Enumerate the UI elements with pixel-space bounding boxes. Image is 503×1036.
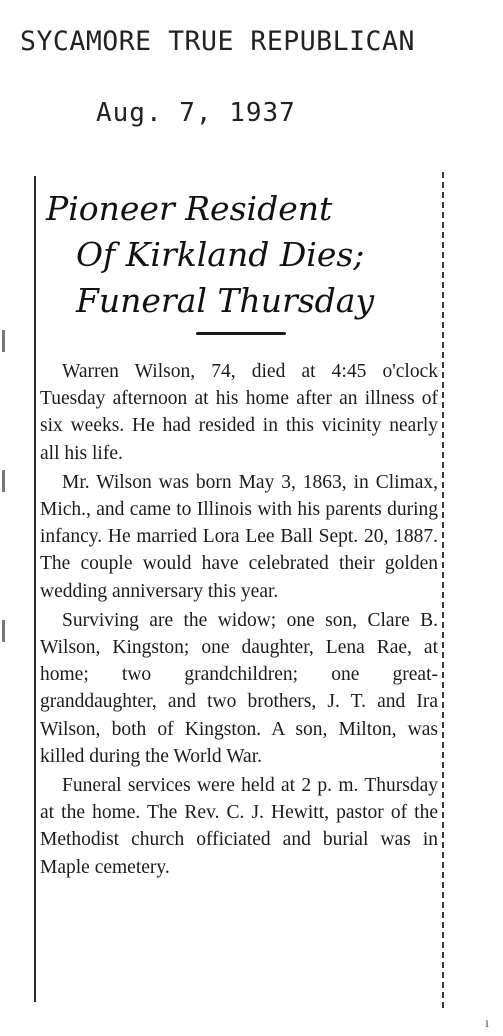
scan-edge-mark [2, 470, 5, 492]
scan-edge-mark [2, 330, 5, 352]
article-headline [34, 186, 444, 324]
headline-line: Of Kirkland Dies; [76, 235, 365, 274]
article-paragraph: Warren Wilson, 74, died at 4:45 o'clock Tuesday afternoon at his home after an illness of six weeks. He had resided in this vicinity nearly all his life. [40, 361, 438, 464]
article-body [40, 358, 438, 883]
scan-corner-mark: ı [485, 1016, 489, 1031]
article-paragraph: Mr. Wilson was born May 3, 1863, in Climax, Mich., and came to Illinois with his parents during infancy. He married Lora Lee Ball Sept. 20, 1887. The couple would have celebrated their golden wedding anniversary this year. [40, 471, 438, 602]
newspaper-name: SYCAMORE TRUE REPUBLICAN [20, 26, 415, 57]
scan-edge-mark [2, 620, 5, 642]
publication-date: Aug. 7, 1937 [96, 98, 296, 128]
headline-line: Funeral Thursday [76, 281, 375, 320]
headline-divider [196, 332, 286, 335]
article-paragraph: Funeral services were held at 2 p. m. Thursday at the home. The Rev. C. J. Hewitt, pastor of the Methodist church officiated and burial was in Maple cemetery. [40, 775, 438, 878]
article-paragraph: Surviving are the widow; one son, Clare B. Wilson, Kingston; one daughter, Lena Rae, at home; two grandchildren; one great-granddaughter, and two brothers, J. T. and Ira Wilson, both of Kingston. A son, Milton, was killed during the World War. [40, 609, 438, 767]
newspaper-clipping [34, 172, 444, 1012]
headline-line: Pioneer Resident [46, 189, 333, 228]
